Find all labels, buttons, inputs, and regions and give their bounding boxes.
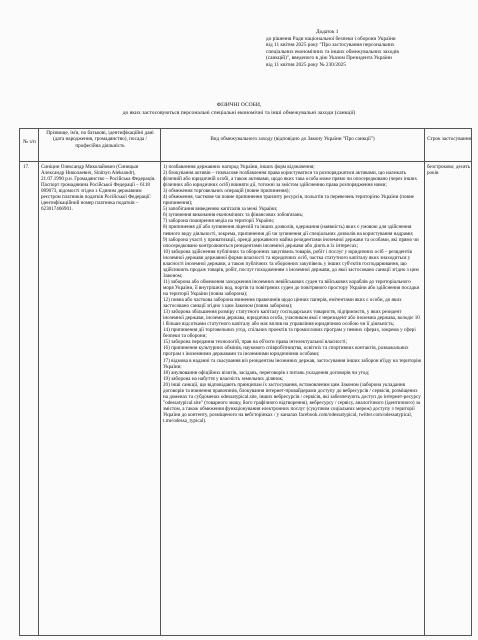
sanctions-measures-list xyxy=(163,164,422,424)
header-divider xyxy=(20,161,471,162)
annex-line: (санкцій)", введеного в дію Указом Президента України xyxy=(266,55,392,61)
sanction-measure-item: 10) заборона здійснення публічних та оборонних закупівель товарів, робіт і послуг у юридичних осіб – резидентів іноземної держави державної форми власності та юридичних осіб, частка статутного капіталу яких знаходиться у власності іноземної держави, а також публічних та оборонних закупівель у інших суб'єктів господарювання, що здійснюють продаж товарів, робіт, послуг походженням з іноземної держави, до якої застосовано санкції згідно з цим Законом; xyxy=(163,248,419,279)
sanction-measure-item: 6) зупинення виконання економічних та фінансових зобов'язань; xyxy=(163,212,304,219)
sanction-measure-item: 8) припинення дії або зупинення ліцензій та інших дозволів, одержання (наявність) яких є умовою для здійснення певного виду діяльності, зокрема, припинення дії чи зупинення дії спеціальних дозволів на користування надрами; xyxy=(163,224,414,237)
header-person: Прізвище, ім'я, по батькові, ідентифікаційні дані (дата народження, громадянство), посада / професійна діяльність xyxy=(46,130,154,149)
column-divider xyxy=(424,129,425,635)
sanction-measure-item: 17) відмова в наданні та скасування віз резидентам іноземних держав, застосування інших заборон в'їзду на територію України; xyxy=(163,357,422,370)
sanction-measure-item: 7) заборона поширення медіа на території України; xyxy=(163,218,275,225)
sanction-measure-item: 14) припинення дії торговельних угод, спільних проектів та промислових програм у певних сферах, зокрема у сфері безпеки та оборони; xyxy=(163,327,416,340)
annex-line: спеціальних економічних та інших обмежувальних заходів xyxy=(266,48,399,55)
annex-line: до рішення Ради національної безпеки і оборони України xyxy=(266,35,396,42)
sanction-measure-item: 20) інші санкції, що відповідають принципам їх застосування, встановленим цим Законом (заборона укладання договорів та вчинення правочинів, блокування інтернет-провайдерами доступу до вебресурсів / сервісів, розміщених на доменах та субдоменах odessatypical.site, інших вебресурсів / сервісів, які забезпечують доступ до інтернет-ресурсу "odessatypical.site" (товарного знаку, його графічного відтворення), вебресурсу / сервісу, аналогічного (ідентичного) за змістом, а також обмеження функціонування електронних послуг (сукупним соціальних мереж) доступу з території України до контенту, розміщеного на вебсторінках / у каналах facebook.com/odessatypical, twitter.com/odessatypical, t.me/odessa_typical). xyxy=(163,381,421,424)
sanction-measure-item: 5) запобігання виведенню капіталів за межі України; xyxy=(163,206,278,213)
person-details: Синіцин Олександр Миколайович (Синицын Александр Николаевич, Sinitsyn Aleksandr), 21.07.1990 р.н. Громадянство – Російська Федерація. Паспорт громадянина Російської Федерації – 6118 089073, відомості згідно з Єдиним державним реєстром платників податків Російської Федерації: ідентифікаційний номер платника податків – 623017466901. xyxy=(41,164,156,213)
annex-number: Додаток 1 xyxy=(316,29,339,35)
sanction-measure-item: 9) заборона участі у приватизації, оренді державного майна резидентами іноземної держави та особами, які прямо чи опосередковано контролюються резидентами іноземної держави або діють в їх інтересах; xyxy=(163,236,419,249)
sanction-measure-item: 13) заборона збільшення розміру статутного капіталу господарських товариств, підприємств, у яких резидент іноземної держави, іноземна держава, юридична особа, учасником якої є нерезидент або іноземна держава, володіє 10 і більше відсотками статутного капіталу або має вплив на управління юридичною особою чи її діяльність; xyxy=(163,309,420,328)
sanction-measure-item: 19) заборона на набуття у власність земельних ділянок; xyxy=(163,375,284,382)
sanction-measure-item: 15) заборона передання технологій, прав на об'єкти права інтелектуальної власності; xyxy=(163,339,347,346)
sanction-term: безстроково; десять років xyxy=(427,164,471,177)
annex-line: від 11 квітня 2025 року "Про застосування персональних xyxy=(266,42,395,48)
column-divider xyxy=(160,129,161,635)
header-number: № з/п xyxy=(23,139,36,145)
header-term: Строк застосування xyxy=(427,136,471,142)
sanction-measure-item: 4) обмеження, часткове чи повне припинення транзиту ресурсів, польотів та перевезень територією України (повне припинення); xyxy=(163,194,414,207)
sanction-measure-item: 2) блокування активів – тимчасове позбавлення права користуватися та розпоряджатися активами, що належать фізичній або юридичній особі, а також активами, щодо яких така особа може прямо чи опосередковано (через інших фізичних або юридичних осіб) вчиняти дії, тотожні за змістом здійсненню права розпорядження ними; xyxy=(163,170,418,189)
sanction-measure-item: 1) позбавлення державних нагород України, інших форм відзначення; xyxy=(163,164,315,170)
sanction-measure-item: 3) обмеження торговельних операцій (повне припинення); xyxy=(163,188,290,195)
document-subtitle: до яких застосовуються персональні спеціальні економічні та інші обмежувальні заходи (санкції) xyxy=(122,110,356,116)
header-measure: Вид обмежувального заходу (відповідно до Закону України "Про санкції") xyxy=(210,136,375,142)
sanction-measure-item: 18) анулювання офіційних візитів, засідань, переговорів з питань укладення договорів чи угод; xyxy=(163,369,370,376)
sanction-measure-item: 16) припинення культурних обмінів, наукового співробітництва, освітніх та спортивних контактів, розважальних програм з іноземними державами та іноземними юридичними особами; xyxy=(163,345,409,358)
sanction-measure-item: 11) заборона або обмеження заходження іноземних невійськових суден та військових кораблів до територіального моря України, її внутрішніх вод, портів та повітряних суден до повітряного простору України або здійснення посадки на території України (повна заборона); xyxy=(163,278,420,297)
annex-header xyxy=(266,29,472,68)
annex-line: від 11 квітня 2025 року № 230/2025 xyxy=(266,61,346,68)
row-number: 17. xyxy=(23,164,30,170)
sanction-measure-item: 12) повна або часткова заборона вчинення правочинів щодо цінних паперів, емітентами яких є особи, до яких застосовано санкції згідно з цим Законом (повна заборона); xyxy=(163,297,402,310)
sanctions-table xyxy=(19,128,472,636)
column-divider xyxy=(38,129,39,635)
document-title: ФІЗИЧНІ ОСОБИ, xyxy=(216,102,262,108)
